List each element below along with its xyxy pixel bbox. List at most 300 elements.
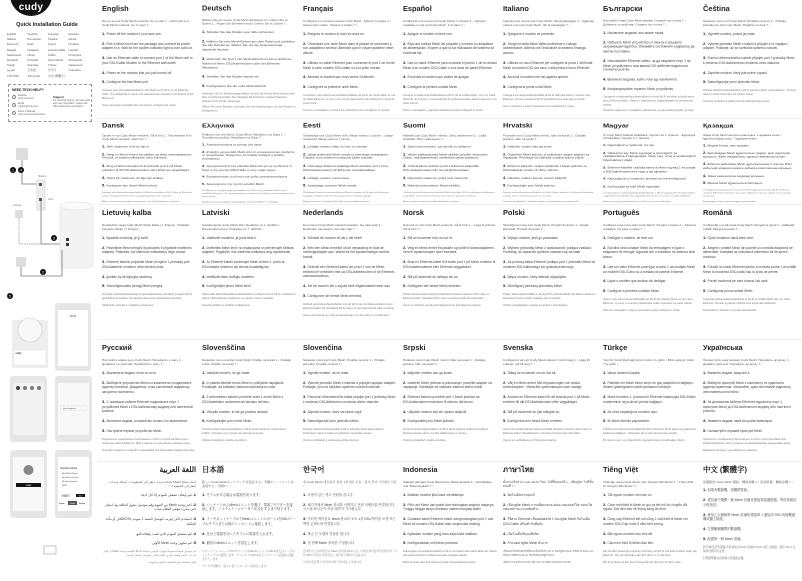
step-text: Lülitage modem uuesti sisse. <box>307 176 350 180</box>
section-note: Połącz telefon/laptop/tablet z siecią Wi-Fi jednostki Mesh lub kablem Ethernet. Domyślna nazwa i hasło znajdują się na spodzie. <box>503 293 597 301</box>
section-heading: English <box>102 4 129 13</box>
step-text: Paketten bir Mesh birimi seçin ve güç adaptörünü bağlayın. Sistem göstergesinin sabit yanmasını bekleyin. <box>603 380 694 390</box>
language-section <box>603 122 697 206</box>
install-step <box>202 149 296 160</box>
step-text: パッケージからMeshユニットを選び、電源アダプターを接続します。システムインジケーターが点灯するまで待ちます。 <box>202 502 294 512</box>
install-step <box>303 409 397 415</box>
section-heading: Nederlands <box>303 208 344 217</box>
install-step <box>703 380 797 395</box>
section-note: Verbind uw telefoon/laptop/tablet met de Wi-Fi van de Mesh-eenheid of een Ethernet-kabel. De standaard Wi-Fi-naam en het wachtwoord staan onderop. <box>303 302 395 310</box>
language-index-item[interactable]: Nederlands <box>7 52 22 57</box>
section-note: Atveriet pārlūku un izpildiet norādījumus. <box>202 304 251 308</box>
section-note: 브라우저를 열고 안내에 따라 라우터를 구성합니다. <box>303 561 362 565</box>
step-number: 3. <box>102 55 107 61</box>
step-number: 5. <box>503 283 508 289</box>
step-text: Vypněte modem, pokud jej máte. <box>707 31 756 36</box>
step-number: 2. <box>503 379 508 385</box>
install-step <box>102 516 196 527</box>
section-note: Otvorite pregledač i pratite uputstva. <box>403 439 447 443</box>
language-index-item[interactable]: ภาษาไทย <box>7 73 19 78</box>
step-text: 방금 끈 모뎀의 전원을 켭니다. <box>307 531 351 536</box>
language-index-item[interactable]: 中文 (繁體字) <box>48 73 65 78</box>
step-text: Izklopite modem, če ga imate. <box>206 370 251 375</box>
language-index-item[interactable]: Български <box>27 37 41 42</box>
step-text: Bruk en Ethernet-kabel til å koble port 1 på Mesh-enheten til DSL/kabelmodemet eller Ethernet-vegguttaket. <box>403 260 496 269</box>
step-text: Konfigurieren Sie die erste Mesh-Einheit. <box>206 84 267 88</box>
step-text: İlk Mesh birimini yapılandırın. <box>607 419 651 424</box>
step-number: 4. <box>403 273 408 279</box>
section-heading: Українська <box>703 343 743 352</box>
section-intro: Richten Sie ein neues Cudy-Mesh-Netzwerk ein: Gehen Sie zu Schritt 1 ↓ Fügen Sie Einheiten hinzu: Gehen Sie zu Schritt 7 ↓ <box>202 17 289 26</box>
install-step <box>102 41 196 52</box>
section-note: Csatlakoztassa telefonját/laptopját/tabletjét a Mesh egység Wi-Fi hálózatához vagy Ethernet-kábellel. Az alapértelmezett név és jelszó az alján található. <box>603 192 696 198</box>
language-index-item[interactable]: Polski <box>48 52 56 57</box>
language-index-item[interactable]: Українська <box>68 63 83 68</box>
step-text: Tænd for modemet, du lige har slukket. <box>106 176 164 180</box>
step-number: 4. <box>603 76 608 82</box>
setup-phones <box>0 370 95 581</box>
step-text: Power off the modem if you have one. <box>106 31 162 36</box>
step-text: Konfigurējiet pirmo Mesh ierīci. <box>206 284 252 289</box>
driver-label: Driver & Manual <box>18 110 36 113</box>
language-index-item[interactable]: Slovenčina <box>68 57 83 62</box>
step-text: Модем болса, оны өшіріңіз. <box>707 143 750 147</box>
language-index-item[interactable]: Español <box>68 32 79 36</box>
install-step <box>202 394 296 405</box>
step-number: 5. <box>303 183 308 188</box>
language-index-item[interactable]: Қазақша <box>27 47 39 52</box>
section-heading: Lietuvių kalba <box>102 208 152 217</box>
step-number: 4. <box>703 278 708 284</box>
step-number: 4. <box>503 530 508 536</box>
install-step <box>703 418 797 424</box>
install-step <box>202 492 296 498</box>
install-step <box>503 176 597 181</box>
step-text: Włącz modem, który właśnie wyłączyłeś. <box>507 274 567 279</box>
section-intro: Nastavte novú sieť Cudy Mesh: Prejdite na krok 1 ↓ Pridajte jednotky: Prejdite na krok 7 ↓ <box>303 357 385 367</box>
language-index <box>7 32 89 79</box>
step-text: Выберите устройство Mesh из комплекта и подключите адаптер питания. Дождитесь, пока системный индикатор загорится постоянно. <box>102 380 192 395</box>
section-heading: Magyar <box>603 122 629 130</box>
install-step <box>403 41 497 56</box>
step-number: 2. <box>202 149 207 154</box>
step-number: 1. <box>191 491 196 497</box>
section-note: ブラウザを開き、指示に従ってルーターを設定します。 <box>202 564 269 568</box>
step-text: Valitse pakkauksesta Mesh-yksikkö ja kytke virtasovitin. Odota, että järjestelmän merkkivalo palaa tasaisesti. <box>403 152 489 160</box>
step-number: 3. <box>703 55 708 61</box>
language-index-item[interactable]: Indonesia <box>68 68 81 73</box>
language-index-item[interactable]: Eesti <box>27 42 34 47</box>
step-text: Wählen Sie eine Mesh-Einheit aus dem Paket und schließen Sie das Netzteil an. Warten Sie, bis die Systemanzeige dauerhaft leuchtet. <box>202 38 295 52</box>
step-text: Seadistage esimene Mesh-seade. <box>307 184 358 188</box>
language-index-item[interactable]: Dansk <box>68 37 77 42</box>
step-number: 3. <box>102 163 107 168</box>
language-section <box>603 208 697 316</box>
step-text: Конфигурирайте първото Mesh устройство. <box>607 87 675 91</box>
step-number: 5. <box>703 288 708 294</box>
language-index-item[interactable]: Latviski <box>68 47 78 52</box>
step-text: Velg en Mesh-enhet fra pakken og koble til strømadapteren. Vent til systemlampen lyser konstant. <box>403 245 495 255</box>
step-number: 3. <box>102 259 107 265</box>
step-text: 모뎀이 있는 경우 전원을 끕니다. <box>307 492 354 497</box>
install-step <box>603 30 697 36</box>
section-note: Öppna en webbläsare och följ anvisningarna. <box>503 439 557 443</box>
label-logo: cudy <box>15 352 22 355</box>
install-step <box>303 394 397 405</box>
install-step <box>303 41 397 56</box>
section-heading: Italiano <box>503 4 529 13</box>
section-note: Connect your phone/laptop/tablet to the Mesh unit's Wi-Fi or an Ethernet cable. The default Wi-Fi name and password are printed on the bottom of the Mesh unit. <box>102 89 194 101</box>
step-text: Alegeți o unitate Mesh din pachet și conectați adaptorul de alimentare. Așteptați ca indicatorul sistemului să fie aprins continuu. <box>703 245 793 260</box>
section-intro: Nastavte novou síť Cudy Mesh: Přejděte na krok 1 ↓ Přidejte jednotky do sítě Cudy Mesh: Přejděte na krok 7 ↓ <box>703 18 787 28</box>
language-index-item[interactable]: Türkçe <box>48 63 57 68</box>
language-index-item[interactable]: Srpski <box>7 63 15 68</box>
section-note: Apri un browser e segui le istruzioni per configurare il router. <box>503 104 575 108</box>
step-text: قم بإيقاف تشغيل المودم إذا كان لديك. <box>139 492 192 497</box>
install-step <box>303 283 397 289</box>
step-number: 3. <box>603 165 608 170</box>
language-index-item[interactable]: Čeština <box>48 37 58 42</box>
step-number: 3. <box>503 59 508 65</box>
step-number: 2. <box>191 501 196 507</box>
mode-option: Wireless Extender <box>62 481 78 483</box>
step-text: Använd en Ethernet-kabel för att ansluta port 1 på Mesh-enheten till ditt DSL/kabelmodem eller vägguttaget. <box>503 395 591 404</box>
section-note: Povežite telefon/prenosnik/tablico z Wi-Fi enote Mesh ali z ethernetnim kablom. Privzeto ime in geslo sta natisnjena na dnu. <box>202 428 287 436</box>
install-step <box>603 380 697 391</box>
section-note: Anslut din telefon/bärbara dator/surfplatta till Mesh-enhetens Wi-Fi eller en Ethernet-kabel. Standardnamn och lösenord finns på undersidan. <box>503 428 592 436</box>
step-text: Ethernet kabeliu prijunkite Mesh įrenginio 1 prievadą prie DSL/kabelinio modemo arba sieninio lizdo. <box>102 260 190 269</box>
install-step <box>102 235 196 241</box>
language-index-item[interactable]: Magyar <box>7 47 17 52</box>
language-section <box>202 4 296 116</box>
support-block <box>53 96 91 109</box>
mode-option: Mesh Access Point <box>62 477 78 479</box>
step-text: Χρησιμοποιήστε ένα καλώδιο Ethernet για να συνδέσετε τη θύρα 1 στο μόντεμ DSL/Cable ή στην πρίζα τοίχου. <box>202 164 293 172</box>
step-number: 1. <box>102 30 107 36</box>
step-number: 1. <box>102 369 107 375</box>
step-text: Pasirinkite Mesh įrenginį iš pakuotės ir prijunkite maitinimo adapterį. Palaukite, kol sistemos indikatorius degs nuolat. <box>102 245 192 255</box>
step-text: Pilih unit Mesh dari paket dan hubungkan adaptor dayanya. Tunggu hingga lampu indikator sistem menyala stabil. <box>403 502 495 512</box>
section-note: Pripojte telefón/notebook/tablet k Wi-Fi jednotky Mesh alebo káblom. Predvolený názov a heslo sú vytlačené na spodnej strane. <box>303 428 385 436</box>
step-text: Sluk modemet, hvis du har et. <box>106 144 151 148</box>
step-text: 先ほど電源を切ったモデムの電源を入れます。 <box>206 531 276 536</box>
install-step <box>403 502 497 513</box>
install-step <box>303 245 397 260</box>
section-heading: Русский <box>102 343 132 352</box>
install-step <box>503 418 597 424</box>
guide-title: Quick Installation Guide <box>16 22 78 28</box>
section-intro: 設置新的 Cudy Mesh 網絡：轉到步驟 1 ↓ 添加設備：轉到步驟 7 ↓ <box>703 479 794 484</box>
language-index-item[interactable]: Hrvatski <box>68 42 79 47</box>
tab-system: System <box>59 503 65 505</box>
step-3-label: 3 <box>53 236 55 241</box>
step-text: Vyberte jednotku Mesh z balení a připojte k ní napájecí adaptér. Počkejte, až se kontrolka systému rozsvítí. <box>703 41 788 51</box>
install-step <box>303 531 397 537</box>
section-intro: Ρυθμίστε ένα νέο δίκτυο Cudy Mesh: Μεταβείτε στο βήμα 1 ↓ Προσθέστε μονάδες: Μεταβείτε στο βήμα 7 ↓ <box>202 133 286 140</box>
section-intro: 새 Cudy Mesh 네트워크 설정: 1단계로 이동 ↓ 장치 추가: 7단계로 이동 ↓ <box>303 479 397 489</box>
step-text: Nakonfigurujte prvú jednotku Mesh. <box>307 419 360 424</box>
step-text: 打開剛剛關閉的數據機。 <box>707 527 744 532</box>
step-number: 4. <box>202 273 207 279</box>
step-number: 3. <box>603 263 608 269</box>
language-index-item[interactable]: Suomi <box>48 42 56 47</box>
step-number: 3. <box>303 59 308 65</box>
install-step <box>703 536 797 542</box>
install-step <box>403 516 497 527</box>
step-number: 2. <box>603 150 608 155</box>
install-step <box>703 174 797 179</box>
step-text: Use an Ethernet cable to connect port 1 of the Mesh unit to your DSL/Cable Modem or the Ethernet wall outlet. <box>102 56 193 65</box>
step-text: Uključite modem koji ste upravo isključili. <box>507 176 567 180</box>
install-step <box>603 165 697 173</box>
section-heading: Slovenščina <box>202 343 246 352</box>
step-text: Konfigurirajte prvu Mesh jedinicu. <box>507 184 557 188</box>
step-text: Vypnite modem, ak ho máte. <box>307 370 350 375</box>
step-text: Қаптамадан Mesh құрылғысын таңдап, қуат адаптерін қосыңыз. Жүйе индикаторы тұрақты жанғанша күтіңіз. <box>703 151 791 159</box>
install-step <box>303 264 397 279</box>
install-step <box>202 38 296 52</box>
step-text: Lülitage modem välja, kui see on olemas. <box>307 144 368 148</box>
language-index-item[interactable]: العربية <box>7 68 15 73</box>
step-number: 5. <box>303 292 308 298</box>
step-number: 5. <box>403 183 408 188</box>
install-step <box>102 144 196 149</box>
step-text: Ar Ethernet kabeli savienojiet Mesh ierīces 1. portu ar DSL/kabeļa modemu vai sienas kontaktligzdu. <box>202 260 285 269</box>
step-text: Määritä ensimmäinen Mesh-yksikkö. <box>407 184 461 188</box>
language-section <box>503 343 597 446</box>
install-step <box>102 176 196 181</box>
section-heading: 中文 (繁體字) <box>703 465 747 474</box>
section-heading: Polski <box>503 208 525 217</box>
step-number: 3. <box>403 259 408 265</box>
step-text: Configura la prima unità Mesh. <box>507 85 553 90</box>
step-number: 1. <box>303 491 308 497</box>
step-text: Slå på modemet du just stängde av. <box>507 409 560 414</box>
section-note: Браузерді ашып, нұсқауларды орындаңыз. <box>703 200 757 203</box>
install-step <box>303 84 397 90</box>
install-step <box>503 164 597 173</box>
step-number: 5. <box>503 183 508 188</box>
website-label: Website <box>18 94 27 97</box>
step-number: 1. <box>303 30 308 36</box>
step-number: 4. <box>703 69 708 75</box>
install-step <box>303 144 397 149</box>
language-section <box>102 208 196 311</box>
install-step <box>102 428 196 434</box>
section-note: Підключіть телефон/ноутбук/планшет до Wi-Fi пристрою Mesh або кабелем Ethernet. Ім'я та пароль за замовчуванням надруковані знизу. <box>703 437 791 445</box>
language-index-item[interactable]: Русский <box>27 57 38 62</box>
mode-option: WISP <box>62 485 67 487</box>
install-step <box>603 150 697 162</box>
language-section <box>403 343 497 446</box>
step-number: 3. <box>202 163 207 168</box>
step-number: 5. <box>202 182 207 186</box>
section-note: Koble telefonen/den bærbare/nettbrettet til Mesh-enhetens Wi-Fi eller en Ethernet-kabel. Standard Wi-Fi-navn og passord står på undersiden. <box>403 293 490 301</box>
step-text: Pomocou ethernetového kábla pripojte port 1 jednotky Mesh k modemu DSL/káblovému modemu alebo zásuvke. <box>303 395 396 404</box>
language-index-item[interactable]: Português <box>68 52 82 57</box>
step-number: 3. <box>603 57 608 63</box>
step-number: 1. <box>202 234 207 240</box>
lan-label: LAN <box>48 198 53 201</box>
section-heading: 한국어 <box>303 465 325 474</box>
download-link[interactable]: www.cudy.com/download <box>18 113 45 116</box>
step-number: 2. <box>703 244 708 250</box>
step-text: Bật nguồn modem bạn vừa tắt. <box>607 531 653 536</box>
section-heading: Norsk <box>403 208 424 217</box>
install-step <box>202 516 296 527</box>
email-link[interactable]: support@cudy.com <box>18 105 39 108</box>
install-step <box>703 151 797 159</box>
step-number: 5. <box>503 84 508 90</box>
step-number: 2. <box>102 379 107 385</box>
step-number: 5. <box>603 184 608 189</box>
step-number: 1. <box>603 29 608 35</box>
step-text: 使用乙太網線將 Mesh 設備的連接埠 1 連接到 DSL/有線數據機或牆上插座。 <box>703 512 796 522</box>
language-section <box>303 4 397 116</box>
language-index-item[interactable]: Norsk <box>27 52 35 57</box>
language-index-item[interactable]: Lietuvių kalba <box>48 47 66 52</box>
step-number: 4. <box>202 74 207 79</box>
step-number: 5. <box>303 540 308 546</box>
section-note: Отворете браузър и следвайте указанията, за да конфигурирате рутера. <box>603 109 694 113</box>
step-number: 3. <box>202 56 207 61</box>
language-index-item[interactable]: Slovenščina <box>48 57 64 62</box>
step-text: Power on the modem that you just turned off. <box>106 70 173 75</box>
step-number: 5. <box>403 84 408 90</box>
install-step <box>703 245 797 260</box>
step-number: 3. <box>603 394 608 400</box>
language-section <box>703 122 797 206</box>
step-number: 5. <box>703 535 708 541</box>
install-step <box>603 492 697 498</box>
step-number: 2. <box>503 501 508 507</box>
install-step <box>102 283 196 289</box>
language-index-item[interactable]: Italiano <box>7 37 17 42</box>
step-number: 5. <box>703 181 708 186</box>
section-intro: Sett opp et nytt Cudy Mesh-nettverk: Gå til trinn 1 ↓ Legg til enheter: Gå til trinn 7 ↓ <box>403 222 497 232</box>
install-step <box>102 152 196 161</box>
language-index-item[interactable]: 한국어 <box>48 68 57 73</box>
tab-settings: Settings <box>79 503 86 505</box>
install-step <box>703 497 797 508</box>
install-step <box>603 58 697 73</box>
step-text: Allumez le modem que vous venez d'éteindre. <box>307 75 375 80</box>
back-button: Back <box>63 495 68 498</box>
step-number: 3. <box>191 516 196 522</box>
language-section <box>202 208 296 311</box>
download-row <box>12 110 88 116</box>
step-text: เลือกยูนิต Mesh จากแพ็คเกจและต่ออะแดปเตอร์ไฟ รอจนไฟแสดงสถานะระบบติดค้าง <box>503 502 593 512</box>
install-step <box>503 394 597 405</box>
install-step <box>503 380 597 391</box>
section-note: Mở trình duyệt và làm theo hướng dẫn để cấu hình bộ định tuyến. <box>603 561 682 565</box>
install-step <box>403 418 497 424</box>
section-divider <box>98 461 802 462</box>
install-step <box>403 540 497 546</box>
section-intro: Podesite novu Cudy Mesh mrežu: Idite na korak 1 ↓ Dodajte jedinice: Idite na korak 7 ↓ <box>403 357 486 367</box>
step-number: 4. <box>703 173 708 178</box>
step-number: 2. <box>603 39 608 45</box>
language-section <box>403 4 497 116</box>
install-step <box>403 164 497 173</box>
step-number: 3. <box>503 394 508 400</box>
step-text: ใช้สาย Ethernet เชื่อมต่อพอร์ต 1 ของยูนิต Mesh กับโมเด็ม DSL/Cable หรือเต้ารับที่ผนัง <box>503 517 591 526</box>
install-step <box>303 235 397 241</box>
install-step <box>703 526 797 532</box>
step-number: 1. <box>403 369 408 375</box>
step-number: 1. <box>603 234 608 240</box>
section-heading: اللغة العربية <box>159 465 196 474</box>
step-number: 2. <box>202 501 207 507</box>
install-step <box>202 531 296 537</box>
step-number: 4. <box>202 408 207 414</box>
step-number: 4. <box>102 418 107 424</box>
language-index-item[interactable]: Deutsch <box>27 32 38 36</box>
language-index-item[interactable]: Tiếng Việt <box>27 73 40 78</box>
step-number: 4. <box>703 418 708 424</box>
step-number: 4. <box>403 74 408 80</box>
language-index-item[interactable]: Svenska <box>27 63 39 68</box>
step-number: 4. <box>503 273 508 279</box>
globe-icon <box>12 95 16 99</box>
step-text: Konfigurasikan unit Mesh pertama. <box>407 541 459 546</box>
section-note: Connectez votre téléphone/ordinateur/tablette au Wi-Fi de l'unité Mesh ou via un câble Ethernet. Le nom et le mot de passe Wi-Fi par défaut sont imprimés sous l'unité. <box>303 93 395 105</box>
step-text: Kies een Mesh-eenheid uit de verpakking en sluit de voedingsadapter aan. Wacht tot het systeemlampje continu brandt. <box>303 245 390 260</box>
install-step <box>303 380 397 391</box>
section-note: Avage brauser ja järgige juhiseid ruuteri seadistamiseks. <box>303 200 371 203</box>
step-text: Spegnere il modem se presente. <box>507 31 556 36</box>
install-step <box>603 86 697 92</box>
language-index-item[interactable]: Ελληνικά <box>7 42 19 47</box>
language-index-item[interactable]: Français <box>48 32 59 36</box>
step-number: 4. <box>403 408 408 414</box>
step-number: 4. <box>403 530 408 536</box>
install-step <box>202 142 296 146</box>
step-text: Ethernet-kábellel csatlakoztassa a Mesh egység 1-es portját a DSL/kábelmodemhez vagy a fali aljzathoz. <box>603 166 696 174</box>
left-panel <box>0 0 92 581</box>
install-step <box>603 370 697 376</box>
section-note: Open a browser and follow the prompts to configure the router. <box>102 103 177 107</box>
step-text: Vælg en Mesh-enhed fra pakken og tilslut strømadapteren. Vent på, at systemindikatoren lyser konstant. <box>102 152 193 160</box>
section-heading: 日本語 <box>202 465 225 474</box>
language-index-item[interactable]: 日本語 <box>27 68 36 73</box>
step-number: 5. <box>102 283 107 289</box>
language-section <box>603 465 697 568</box>
website-link[interactable]: www.cudy.com <box>18 97 34 100</box>
step-text: Ieslēdziet tikko izslēgto modemu. <box>206 274 255 279</box>
step-number: 1. <box>202 142 207 146</box>
step-number: 2. <box>303 244 308 250</box>
step-number: 5. <box>102 427 107 433</box>
step-text: Виберіть пристрій Mesh з комплекту та підключіть адаптер живлення. Зачекайте, доки системний індикатор світитиметься постійно. <box>703 380 791 395</box>
step-number: 5. <box>703 79 708 85</box>
power-adapter-icon <box>16 148 28 160</box>
install-step <box>703 70 797 76</box>
step-number: 3. <box>603 516 608 522</box>
step-text: Pomocí ethernetového kabelu připojte port 1 jednotky Mesh k modemu DSL/kabelovému modemu nebo zásuvce. <box>703 56 795 65</box>
language-index-item[interactable]: Română <box>7 57 18 62</box>
step-text: กำหนดค่ายูนิต Mesh ตัวแรก <box>507 541 549 546</box>
step-text: Configurați prima unitate Mesh. <box>707 289 754 294</box>
step-number: 1. <box>202 491 207 497</box>
step-number: 1. <box>403 491 408 497</box>
step-text: С помощью кабеля Ethernet подключите порт 1 устройства Mesh к DSL/кабельному модему или настенной розетке. <box>102 399 193 414</box>
language-index-item[interactable]: English <box>7 32 17 36</box>
install-step <box>403 283 497 289</box>
step-text: Ühendage Ethernet-kaabliga Mesh-seadme port 1 oma DSL/kaabelmodemi või Etherneti seinakontaktiga. <box>303 164 388 172</box>
language-section <box>503 122 597 206</box>
step-number: 4. <box>603 408 608 414</box>
